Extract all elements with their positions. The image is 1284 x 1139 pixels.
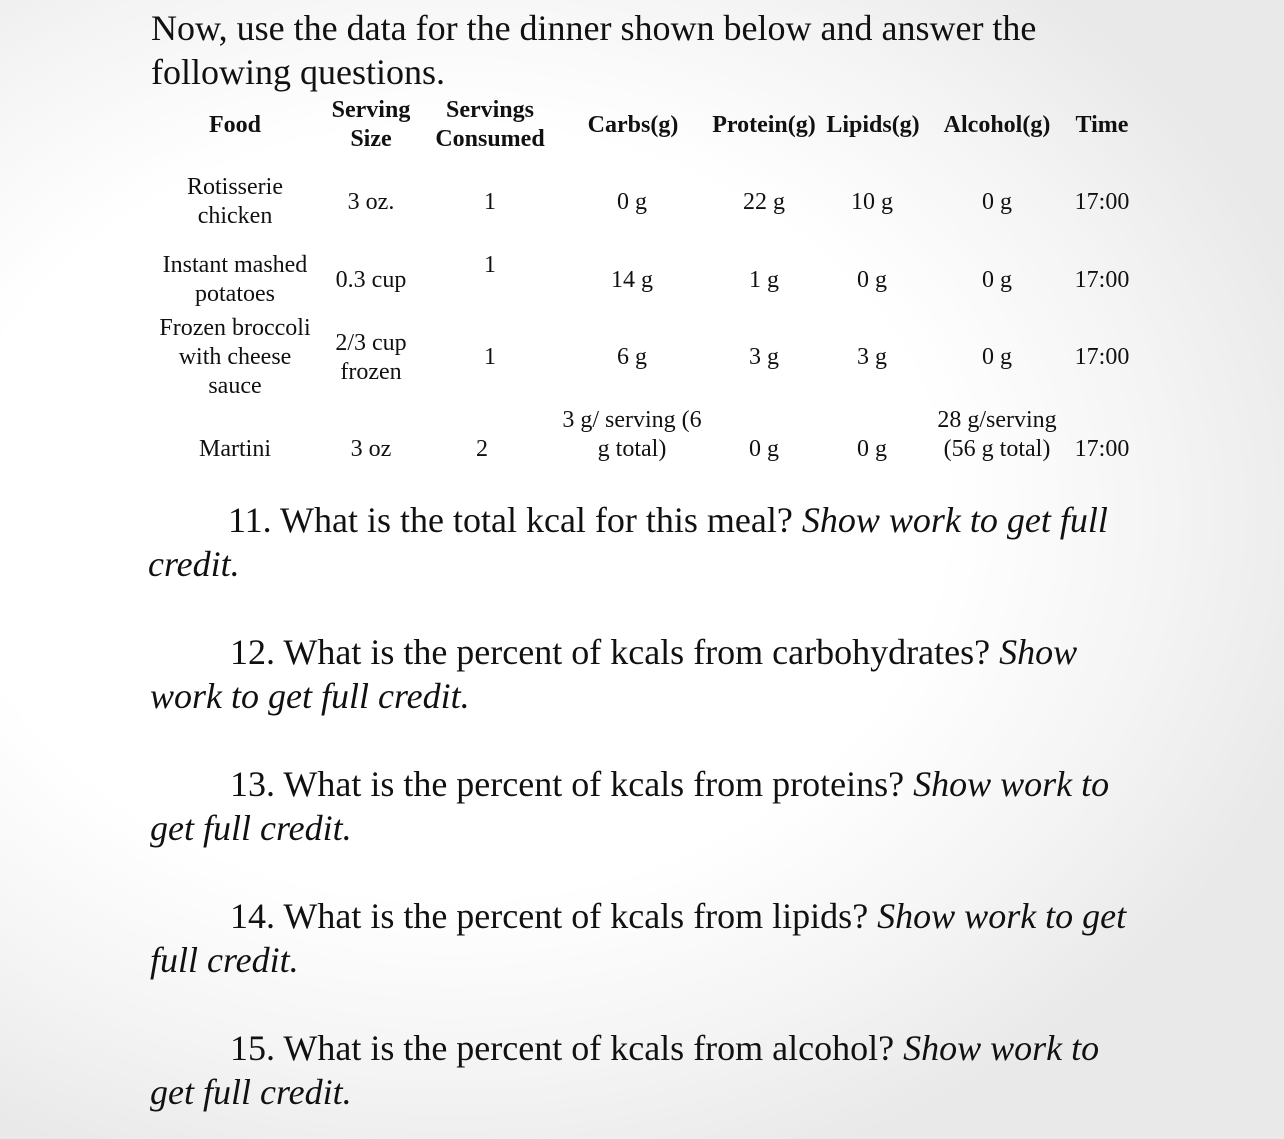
lipids-cell: 10 g xyxy=(851,189,893,215)
question-number: 14. xyxy=(230,896,275,936)
question-number: 15. xyxy=(230,1028,275,1068)
protein-cell: 1 g xyxy=(749,267,779,293)
servings-consumed-cell: 1 xyxy=(484,252,496,278)
serving-size-cell: 3 oz. xyxy=(347,189,395,215)
header-carbs: Carbs(g) xyxy=(587,112,679,138)
question-text: What is the total kcal for this meal? xyxy=(280,500,793,540)
time-cell: 17:00 xyxy=(1074,436,1130,462)
food-cell: Frozen broccoli with cheese sauce xyxy=(159,315,311,399)
question-14 xyxy=(150,894,1150,982)
carbs-cell: 3 g/ serving (6 g total) xyxy=(562,407,702,462)
time-cell: 17:00 xyxy=(1074,344,1130,370)
question-text: What is the percent of kcals from lipids? xyxy=(283,896,869,936)
serving-size-cell: 2/3 cup frozen xyxy=(335,330,407,385)
question-instruction: Show work to get full credit. xyxy=(150,1028,1100,1112)
carbs-cell: 14 g xyxy=(611,267,653,293)
question-text: What is the percent of kcals from proteins? xyxy=(283,764,905,804)
servings-consumed-cell: 1 xyxy=(484,344,496,370)
question-instruction: Show work to get full credit. xyxy=(150,896,1127,980)
food-cell: Rotisserie chicken xyxy=(187,174,283,229)
header-servings-consumed: Servings Consumed xyxy=(435,97,545,152)
serving-size-cell: 3 oz xyxy=(350,436,392,462)
question-text: What is the percent of kcals from carbohydrates? xyxy=(283,632,991,672)
header-protein: Protein(g) xyxy=(712,112,816,138)
question-number: 12. xyxy=(230,632,275,672)
question-11 xyxy=(148,498,1148,586)
question-15 xyxy=(150,1026,1150,1114)
time-cell: 17:00 xyxy=(1074,189,1130,215)
alcohol-cell: 0 g xyxy=(982,267,1012,293)
question-number: 13. xyxy=(230,764,275,804)
protein-cell: 22 g xyxy=(743,189,785,215)
food-cell: Instant mashed potatoes xyxy=(162,252,308,307)
question-text: What is the percent of kcals from alcohol? xyxy=(283,1028,895,1068)
question-12 xyxy=(150,630,1150,718)
carbs-cell: 6 g xyxy=(617,344,647,370)
header-lipids: Lipids(g) xyxy=(826,112,920,138)
question-number: 11. xyxy=(228,500,272,540)
servings-consumed-cell: 2 xyxy=(476,436,488,462)
question-instruction: Show work to get full credit. xyxy=(150,764,1110,848)
lipids-cell: 0 g xyxy=(857,267,887,293)
time-cell: 17:00 xyxy=(1074,267,1130,293)
servings-consumed-cell: 1 xyxy=(484,189,496,215)
alcohol-cell: 28 g/serving (56 g total) xyxy=(937,407,1057,462)
intro-text: Now, use the data for the dinner shown below and answer the following questions. xyxy=(151,8,1037,92)
food-cell: Martini xyxy=(199,436,271,462)
lipids-cell: 0 g xyxy=(857,436,887,462)
alcohol-cell: 0 g xyxy=(982,344,1012,370)
question-instruction: Show work to get full credit. xyxy=(150,632,1078,716)
serving-size-cell: 0.3 cup xyxy=(335,267,407,293)
header-alcohol: Alcohol(g) xyxy=(943,112,1051,138)
lipids-cell: 3 g xyxy=(857,344,887,370)
header-food: Food xyxy=(208,112,261,138)
alcohol-cell: 0 g xyxy=(982,189,1012,215)
header-time: Time xyxy=(1075,112,1129,138)
question-13 xyxy=(150,762,1150,850)
header-serving-size: Serving Size xyxy=(331,97,411,152)
question-instruction: Show work to get full credit. xyxy=(148,500,1108,584)
carbs-cell: 0 g xyxy=(617,189,647,215)
protein-cell: 3 g xyxy=(749,344,779,370)
protein-cell: 0 g xyxy=(749,436,779,462)
